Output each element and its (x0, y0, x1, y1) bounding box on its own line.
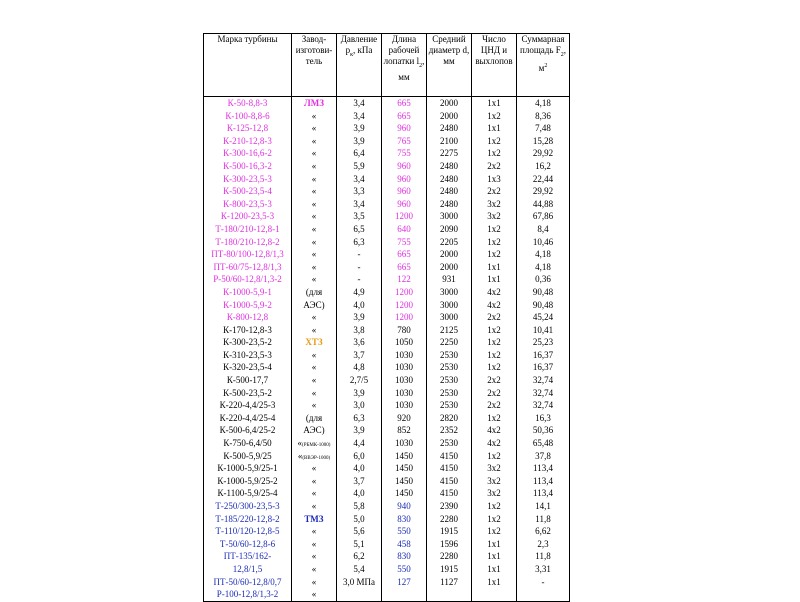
turbine-cell: К-500-16,3-2 (223, 160, 272, 171)
diameter-cell: 3000 (440, 312, 458, 323)
diameter-cell: 2530 (440, 349, 458, 360)
maker-cell: « (311, 148, 317, 159)
area-cell: 6,62 (535, 526, 551, 537)
cnd-cell: 2x2 (487, 312, 501, 323)
blade-cell: 550 (397, 526, 411, 537)
turbine-cell: К-300-23,5-2 (223, 337, 272, 348)
cnd-cell: 1x1 (487, 538, 501, 549)
pressure-cell: 2,7/5 (349, 375, 369, 386)
blade-cell: 755 (397, 148, 411, 159)
area-cell: 11,8 (535, 551, 551, 562)
area-cell: 14,1 (535, 501, 551, 511)
diameter-cell: 4150 (440, 488, 458, 499)
maker-cell: « (311, 526, 317, 537)
header-maker: Завод-изготови-тель (292, 34, 337, 97)
maker-cell: « (311, 501, 317, 511)
turbine-cell: ПТ-135/162- (223, 551, 272, 562)
turbine-table (203, 33, 570, 602)
cnd-cell: 3x2 (487, 463, 501, 474)
maker-cell: « (311, 576, 317, 587)
diameter-cell: 1915 (440, 526, 458, 537)
maker-cell: « (311, 123, 317, 134)
diameter-cell: 2530 (440, 438, 458, 449)
cnd-cell: 1x2 (487, 501, 501, 511)
cnd-cell: 2x2 (487, 186, 501, 197)
cnd-cell: 1x2 (487, 513, 501, 524)
diameter-cell: 2390 (440, 501, 458, 511)
turbine-cell: К-210-12,8-3 (223, 135, 272, 146)
turbine-cell: Р-50/60-12,8/1,3-2 (213, 274, 282, 285)
turbine-cell: К-300-16,6-2 (223, 148, 272, 159)
turbine-cell: Т-185/220-12,8-2 (215, 513, 280, 524)
blade-cell: 1050 (395, 337, 413, 348)
area-cell: 32,74 (532, 400, 554, 411)
maker-cell: «(ВВЭР-1000) (297, 450, 331, 461)
diameter-cell: 2480 (440, 160, 458, 171)
turbine-cell: К-800-12,8 (226, 312, 269, 323)
blade-cell: 960 (397, 186, 411, 197)
blade-cell: 665 (397, 98, 411, 108)
diameter-cell: 1596 (440, 538, 458, 549)
maker-cell: (для (305, 412, 323, 423)
area-cell: - (541, 576, 545, 587)
pressure-cell: 5,6 (353, 526, 365, 537)
turbine-cell: Т-180/210-12,8-2 (215, 236, 280, 247)
cnd-cell: 1x2 (487, 337, 501, 348)
blade-cell: 665 (397, 261, 411, 272)
blade-cell: 1030 (395, 349, 413, 360)
turbine-cell: К-1100-5,9/25-4 (217, 488, 278, 499)
area-cell: 10,41 (532, 324, 554, 335)
col-diameter (427, 97, 472, 602)
maker-cell: « (311, 400, 317, 411)
turbine-cell: К-1000-5,9/25-2 (217, 475, 278, 486)
header-cnd: Число ЦНД и выхлопов (472, 34, 517, 97)
turbine-cell: К-1000-5,9/25-1 (217, 463, 278, 474)
col-cnd (472, 97, 517, 602)
cnd-cell: 1x1 (487, 98, 501, 108)
maker-cell: « (311, 387, 317, 398)
diameter-cell: 2280 (440, 551, 458, 562)
header-pressure: Давление $р_к$, кПа (337, 34, 382, 97)
cnd-cell: 1x2 (487, 148, 501, 159)
pressure-cell: 6,4 (353, 148, 365, 159)
turbine-cell: Т-50/60-12,8-6 (219, 538, 276, 549)
diameter-cell: 2530 (440, 387, 458, 398)
diameter-cell: 2000 (440, 261, 458, 272)
pressure-cell: 3,9 (353, 425, 365, 436)
pressure-cell: 3,7 (353, 349, 365, 360)
blade-cell: 960 (397, 198, 411, 209)
area-cell: 29,92 (532, 148, 554, 159)
maker-cell: « (311, 160, 317, 171)
cnd-cell: 4x2 (487, 425, 501, 436)
pressure-cell: 3,0 МПа (343, 576, 375, 587)
diameter-cell: 2000 (440, 249, 458, 260)
pressure-cell: 3,6 (353, 337, 365, 348)
diameter-cell: 4150 (440, 450, 458, 461)
cnd-cell: 4x2 (487, 438, 501, 449)
cnd-cell: 1x1 (487, 551, 501, 562)
area-cell: 16,3 (535, 412, 551, 423)
pressure-cell: 3,9 (353, 387, 365, 398)
cnd-cell: 1x2 (487, 324, 501, 335)
blade-cell: 1030 (395, 362, 413, 373)
turbine-cell: Т-180/210-12,8-1 (215, 223, 280, 234)
maker-cell: АЭС) (303, 425, 325, 436)
area-cell: 32,74 (532, 375, 554, 386)
turbine-cell: К-1000-5,9-2 (223, 299, 272, 310)
diameter-cell: 3000 (440, 286, 458, 297)
maker-cell: « (311, 312, 317, 323)
pressure-cell: - (357, 274, 361, 285)
diameter-cell: 2530 (440, 375, 458, 386)
turbine-cell: К-1000-5,9-1 (223, 286, 272, 297)
area-cell: 90,48 (532, 286, 554, 297)
area-cell: 67,86 (532, 211, 554, 222)
diameter-cell: 2480 (440, 123, 458, 134)
maker-cell: « (311, 362, 317, 373)
pressure-cell: 5,1 (353, 538, 365, 549)
pressure-cell: 4,8 (353, 362, 365, 373)
maker-cell: АЭС) (303, 299, 325, 310)
cnd-cell: 2x2 (487, 400, 501, 411)
maker-cell: « (311, 488, 317, 499)
blade-cell: 665 (397, 110, 411, 121)
area-cell: 11,8 (535, 513, 551, 524)
turbine-cell: ПТ-50/60-12,8/0,7 (213, 576, 282, 587)
cnd-cell: 1x1 (487, 261, 501, 272)
turbine-cell: К-1200-23,5-3 (220, 211, 275, 222)
maker-cell: « (311, 274, 317, 285)
turbine-cell: К-320-23,5-4 (223, 362, 272, 373)
header-diameter: Средний диаметр d, мм (427, 34, 472, 97)
pressure-cell: 3,9 (353, 123, 365, 134)
cnd-cell: 1x2 (487, 236, 501, 247)
diameter-cell: 3000 (440, 299, 458, 310)
pressure-cell: 3,9 (353, 135, 365, 146)
pressure-cell: 4,9 (353, 286, 365, 297)
blade-cell: 1200 (395, 286, 413, 297)
body-row (204, 97, 570, 602)
area-cell: 15,28 (532, 135, 554, 146)
maker-cell: « (311, 324, 317, 335)
cnd-cell: 1x2 (487, 526, 501, 537)
cnd-cell: 2x2 (487, 375, 501, 386)
cnd-cell: 1x2 (487, 450, 501, 461)
pressure-cell: 3,3 (353, 186, 365, 197)
diameter-cell: 2352 (440, 425, 458, 436)
pressure-cell: 3,4 (353, 98, 365, 108)
cnd-cell: 2x2 (487, 160, 501, 171)
blade-cell: 1200 (395, 211, 413, 222)
blade-cell: 458 (397, 538, 411, 549)
pressure-cell: 3,4 (353, 198, 365, 209)
diameter-cell: 2125 (440, 324, 458, 335)
maker-cell: «(РБМК-1000) (297, 438, 331, 449)
turbine-cell: К-800-23,5-3 (223, 198, 272, 209)
col-pressure (337, 97, 382, 602)
area-cell: 22,44 (532, 173, 554, 184)
diameter-cell: 2250 (440, 337, 458, 348)
pressure-cell: - (357, 249, 361, 260)
cnd-cell: 1x1 (487, 274, 501, 285)
turbine-cell: К-125-12,8 (226, 123, 269, 134)
diameter-cell: 2000 (440, 110, 458, 121)
maker-cell: « (311, 589, 317, 600)
turbine-cell: К-220-4,4/25-3 (219, 400, 276, 411)
cnd-cell: 1x2 (487, 110, 501, 121)
maker-cell: « (311, 563, 317, 574)
col-maker (292, 97, 337, 602)
blade-cell: 920 (397, 412, 411, 423)
diameter-cell: 2530 (440, 362, 458, 373)
cnd-cell: 1x1 (487, 576, 501, 587)
turbine-cell: Р-100-12,8/1,3-2 (216, 589, 279, 600)
turbine-cell: ПТ-80/100-12,8/1,3 (211, 249, 284, 260)
header-blade: Длина рабочей лопатки $l_2$, мм (382, 34, 427, 97)
maker-cell: ХТЗ (305, 337, 323, 348)
turbine-cell: К-500-23,5-2 (223, 387, 272, 398)
pressure-cell: 6,3 (353, 236, 365, 247)
pressure-cell: 4,0 (353, 299, 365, 310)
pressure-cell: 4,0 (353, 488, 365, 499)
area-cell: 16,2 (535, 160, 551, 171)
turbine-cell: К-170-12,8-3 (223, 324, 272, 335)
blade-cell: 852 (397, 425, 411, 436)
area-cell: 45,24 (532, 312, 554, 323)
cnd-cell: 4x2 (487, 286, 501, 297)
pressure-cell: 6,2 (353, 551, 365, 562)
area-cell: 10,46 (532, 236, 554, 247)
turbine-cell: К-500-5,9/25 (223, 450, 272, 461)
blade-cell: 1030 (395, 438, 413, 449)
turbine-cell: Т-250/300-23,5-3 (215, 501, 280, 511)
diameter-cell: 4150 (440, 475, 458, 486)
pressure-cell: 5,4 (353, 563, 365, 574)
diameter-cell: 2480 (440, 198, 458, 209)
diameter-cell: 2000 (440, 98, 458, 108)
area-cell: 25,23 (532, 337, 554, 348)
area-cell: 16,37 (532, 362, 554, 373)
pressure-cell: 6,5 (353, 223, 365, 234)
area-cell: 37,8 (535, 450, 551, 461)
maker-cell: « (311, 173, 317, 184)
pressure-cell: 3,0 (353, 400, 365, 411)
cnd-cell: 1x1 (487, 563, 501, 574)
header-turbine: Марка турбины (204, 34, 292, 97)
cnd-cell: 3x2 (487, 211, 501, 222)
blade-cell: 1200 (395, 299, 413, 310)
maker-cell: « (311, 463, 317, 474)
cnd-cell: 2x2 (487, 387, 501, 398)
turbine-cell: К-300-23,5-3 (223, 173, 272, 184)
blade-cell: 1450 (395, 488, 413, 499)
turbine-cell: К-220-4,4/25-4 (219, 412, 276, 423)
diameter-cell: 931 (442, 274, 456, 285)
diameter-cell: 2480 (440, 173, 458, 184)
maker-cell: « (311, 223, 317, 234)
pressure-cell: 3,4 (353, 173, 365, 184)
cnd-cell: 3x2 (487, 198, 501, 209)
maker-cell: « (311, 198, 317, 209)
blade-cell: 122 (397, 274, 411, 285)
area-cell: 113,4 (533, 463, 553, 474)
cnd-cell: 4x2 (487, 299, 501, 310)
diameter-cell: 1127 (440, 576, 458, 587)
turbine-cell: ПТ-60/75-12,8/1,3 (213, 261, 282, 272)
turbine-cell: Т-110/120-12,8-5 (215, 526, 280, 537)
blade-cell: 960 (397, 160, 411, 171)
header-row (204, 34, 570, 97)
diameter-cell: 2820 (440, 412, 458, 423)
diameter-cell: 2280 (440, 513, 458, 524)
area-cell: 113,4 (533, 488, 553, 499)
blade-cell: 755 (397, 236, 411, 247)
blade-cell: 127 (397, 576, 411, 587)
blade-cell: 960 (397, 123, 411, 134)
pressure-cell: - (357, 261, 361, 272)
turbine-cell: К-500-23,5-4 (223, 186, 272, 197)
area-cell: 29,92 (532, 186, 554, 197)
maker-cell: « (311, 349, 317, 360)
maker-cell: « (311, 551, 317, 562)
blade-cell: 1450 (395, 475, 413, 486)
blade-cell: 780 (397, 324, 411, 335)
col-blade (382, 97, 427, 602)
cnd-cell: 1x1 (487, 123, 501, 134)
diameter-cell: 2480 (440, 186, 458, 197)
area-cell: 16,37 (532, 349, 554, 360)
maker-cell: « (311, 211, 317, 222)
col-turbine (204, 97, 292, 602)
pressure-cell: 4,4 (353, 438, 365, 449)
pressure-cell: 6,3 (353, 412, 365, 423)
maker-cell: « (311, 186, 317, 197)
turbine-cell: К-310-23,5-3 (223, 349, 272, 360)
turbine-cell: К-750-6,4/50 (223, 438, 272, 449)
maker-cell: « (311, 475, 317, 486)
turbine-cell: 12,8/1,5 (232, 563, 263, 574)
diameter-cell: 3000 (440, 211, 458, 222)
blade-cell: 1030 (395, 375, 413, 386)
maker-cell: (для (305, 286, 323, 297)
cnd-cell: 1x2 (487, 362, 501, 373)
col-area (517, 97, 570, 602)
pressure-cell: 3,5 (353, 211, 365, 222)
area-cell: 2,3 (537, 538, 549, 549)
pressure-cell: 4,0 (353, 463, 365, 474)
blade-cell: 640 (397, 223, 411, 234)
blade-cell: 940 (397, 501, 411, 511)
maker-cell: « (311, 538, 317, 549)
blade-cell: 1200 (395, 312, 413, 323)
blade-cell: 830 (397, 513, 411, 524)
cnd-cell: 1x2 (487, 249, 501, 260)
area-cell: 3,31 (535, 563, 551, 574)
turbine-cell: К-500-6,4/25-2 (219, 425, 276, 436)
blade-cell: 960 (397, 173, 411, 184)
maker-cell: « (311, 236, 317, 247)
diameter-cell: 2090 (440, 223, 458, 234)
turbine-cell: К-50-8,8-3 (227, 98, 268, 108)
area-cell: 0,36 (535, 274, 551, 285)
diameter-cell: 2100 (440, 135, 458, 146)
pressure-cell: 3,9 (353, 312, 365, 323)
pressure-cell: 3,8 (353, 324, 365, 335)
header-area: Суммарная площадь $F_2$, $м^2$ (517, 34, 570, 97)
pressure-cell: 5,8 (353, 501, 365, 511)
maker-cell: « (311, 375, 317, 386)
turbine-cell: К-500-17,7 (226, 375, 269, 386)
area-cell: 4,18 (535, 98, 551, 108)
pressure-cell: 3,4 (353, 110, 365, 121)
area-cell: 8,4 (537, 223, 549, 234)
maker-cell: « (311, 110, 317, 121)
area-cell: 90,48 (532, 299, 554, 310)
area-cell: 4,18 (535, 261, 551, 272)
area-cell: 50,36 (532, 425, 554, 436)
blade-cell: 830 (397, 551, 411, 562)
pressure-cell: 3,7 (353, 475, 365, 486)
cnd-cell: 1x2 (487, 135, 501, 146)
pressure-cell: 5,0 (353, 513, 365, 524)
cnd-cell: 1x2 (487, 349, 501, 360)
area-cell: 4,18 (535, 249, 551, 260)
cnd-cell: 1x2 (487, 412, 501, 423)
diameter-cell: 4150 (440, 463, 458, 474)
blade-cell: 765 (397, 135, 411, 146)
turbine-cell: К-100-8,8-6 (225, 110, 270, 121)
area-cell: 8,36 (535, 110, 551, 121)
blade-cell: 1450 (395, 450, 413, 461)
maker-cell: « (311, 249, 317, 260)
blade-cell: 1030 (395, 387, 413, 398)
diameter-cell: 2205 (440, 236, 458, 247)
pressure-cell: 6,0 (353, 450, 365, 461)
blade-cell: 665 (397, 249, 411, 260)
cnd-cell: 3x2 (487, 488, 501, 499)
diameter-cell: 1915 (440, 563, 458, 574)
diameter-cell: 2275 (440, 148, 458, 159)
blade-cell: 1450 (395, 463, 413, 474)
blade-cell: 1030 (395, 400, 413, 411)
cnd-cell: 3x2 (487, 475, 501, 486)
area-cell: 7,48 (535, 123, 551, 134)
diameter-cell: 2530 (440, 400, 458, 411)
area-cell: 32,74 (532, 387, 554, 398)
pressure-cell: 5,9 (353, 160, 365, 171)
area-cell: 113,4 (533, 475, 553, 486)
cnd-cell: 1x2 (487, 223, 501, 234)
area-cell: 65,48 (532, 438, 554, 449)
maker-cell: « (311, 261, 317, 272)
maker-cell: « (311, 135, 317, 146)
area-cell: 44,88 (532, 198, 554, 209)
blade-cell: 550 (397, 563, 411, 574)
maker-cell: ЛМЗ (304, 98, 324, 108)
cnd-cell: 1x3 (487, 173, 501, 184)
maker-cell: ТМЗ (304, 513, 324, 524)
